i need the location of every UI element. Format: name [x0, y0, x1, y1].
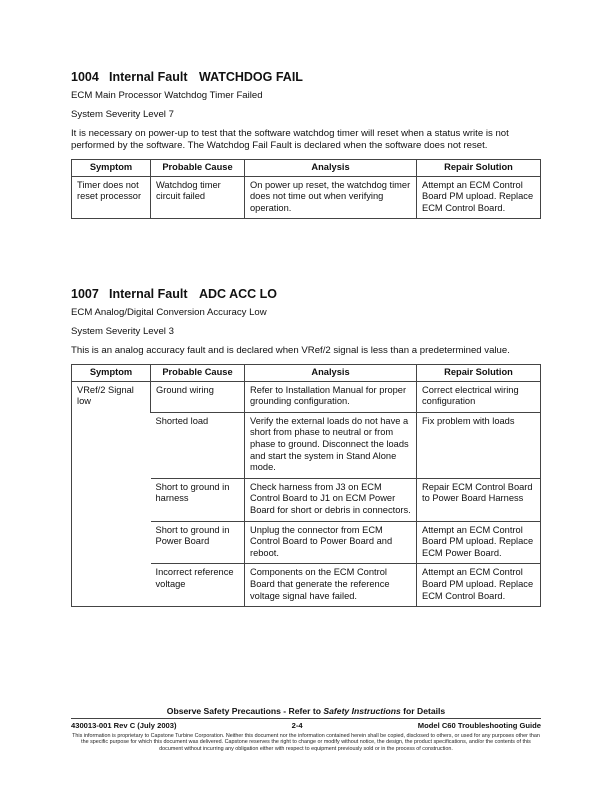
analysis-cell: On power up reset, the watchdog timer does not time out when verifying operation.	[245, 176, 417, 219]
repair-cell: Attempt an ECM Control Board PM upload. Replace ECM Control Board.	[417, 176, 541, 219]
cause-cell: Incorrect reference voltage	[151, 564, 245, 607]
fault-name: ADC ACC LO	[199, 287, 278, 301]
header-symptom: Symptom	[72, 160, 151, 177]
cause-cell: Ground wiring	[151, 381, 245, 412]
table-header-row	[72, 160, 541, 177]
fault-1007-table	[71, 364, 541, 607]
fault-1007-heading	[71, 287, 541, 301]
table-row	[72, 381, 541, 412]
analysis-cell: Components on the ECM Control Board that generate the reference voltage signal have failed.	[245, 564, 417, 607]
header-repair-solution: Repair Solution	[417, 160, 541, 177]
fault-kind: Internal Fault	[109, 287, 188, 301]
fault-code: 1007	[71, 287, 99, 301]
safety-notice-prefix: Observe Safety Precautions - Refer to	[166, 706, 324, 716]
header-analysis: Analysis	[245, 365, 417, 382]
table-row	[72, 176, 541, 219]
fault-1004-heading	[71, 70, 541, 84]
fault-severity: System Severity Level 3	[71, 326, 174, 337]
repair-cell: Fix problem with loads	[417, 412, 541, 478]
doc-number: 430013-001 Rev C (July 2003)	[71, 721, 177, 730]
legal-notice: This information is proprietary to Capstone Turbine Corporation. Neither this document nor the information contained herein shall be copied, disclosed to others, or used for any purposes other than the specific purpose for which this document was delivered. Capstone reserves the right to change or modify without notice, the design, the product specifications, and/or the contents of this document without incurring any obligation either with respect to equipment previously sold or in the process of construction.	[72, 733, 540, 752]
repair-cell: Attempt an ECM Control Board PM upload. Replace ECM Control Board.	[417, 564, 541, 607]
guide-title: Model C60 Troubleshooting Guide	[417, 721, 541, 730]
fault-subtitle: ECM Analog/Digital Conversion Accuracy Low	[71, 307, 267, 318]
fault-description: It is necessary on power-up to test that the software watchdog timer will reset when a status write is not performed by the software. The Watchdog Fail Fault is declared when the software does not reset.	[71, 128, 509, 151]
fault-1007-section	[71, 287, 541, 607]
symptom-cell: Timer does not reset processor	[72, 176, 151, 219]
fault-kind: Internal Fault	[109, 70, 188, 84]
safety-notice	[71, 706, 541, 716]
cause-cell: Short to ground in Power Board	[151, 521, 245, 564]
header-symptom: Symptom	[72, 365, 151, 382]
fault-1004-table	[71, 159, 541, 219]
analysis-cell: Verify the external loads do not have a short from phase to neutral or from phase to ground. Disconnect the loads and start the system in Stand Alone mode.	[245, 412, 417, 478]
header-probable-cause: Probable Cause	[151, 160, 245, 177]
fault-description: This is an analog accuracy fault and is declared when VRef/2 signal is less than a predetermined value.	[71, 345, 510, 356]
repair-cell: Correct electrical wiring configuration	[417, 381, 541, 412]
analysis-cell: Unplug the connector from ECM Control Board to Power Board and reboot.	[245, 521, 417, 564]
page-number: 2-4	[291, 721, 303, 730]
fault-code: 1004	[71, 70, 99, 84]
cause-cell: Shorted load	[151, 412, 245, 478]
safety-instructions-ref: Safety Instructions	[323, 706, 401, 716]
safety-notice-suffix: for Details	[400, 706, 446, 716]
symptom-cell: VRef/2 Signal low	[72, 381, 151, 607]
cause-cell: Watchdog timer circuit failed	[151, 176, 245, 219]
cause-cell: Short to ground in harness	[151, 478, 245, 521]
fault-subtitle: ECM Main Processor Watchdog Timer Failed	[71, 90, 263, 101]
repair-cell: Repair ECM Control Board to Power Board Harness	[417, 478, 541, 521]
fault-1004-section	[71, 70, 541, 219]
fault-severity: System Severity Level 7	[71, 109, 174, 120]
table-header-row	[72, 365, 541, 382]
header-repair-solution: Repair Solution	[417, 365, 541, 382]
fault-name: WATCHDOG FAIL	[199, 70, 303, 84]
header-analysis: Analysis	[245, 160, 417, 177]
analysis-cell: Refer to Installation Manual for proper grounding configuration.	[245, 381, 417, 412]
footer-divider	[71, 718, 541, 719]
repair-cell: Attempt an ECM Control Board PM upload. Replace ECM Power Board.	[417, 521, 541, 564]
header-probable-cause: Probable Cause	[151, 365, 245, 382]
analysis-cell: Check harness from J3 on ECM Control Board to J1 on ECM Power Board for short or debris in connectors.	[245, 478, 417, 521]
footer-row	[71, 721, 541, 730]
